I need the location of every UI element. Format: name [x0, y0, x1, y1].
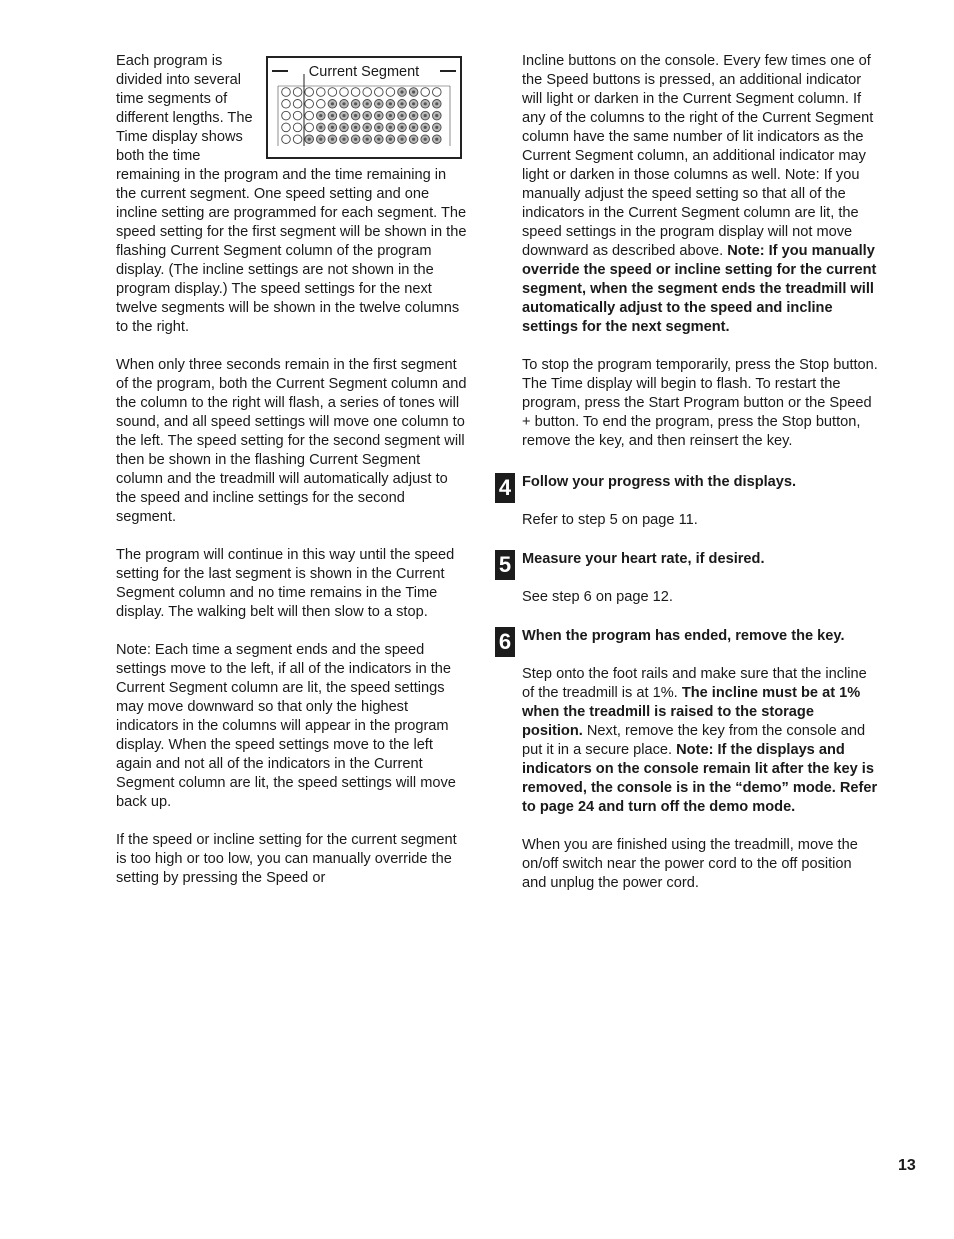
- indicator-light: [293, 88, 302, 97]
- paragraph-three-seconds: When only three seconds remain in the first segment of the program, both the Current Segment column and the column to the right will flash, a series of tones will sound, and all speed settings will move one column to the left. The speed setting for the second segment will then be shown in the flashing Current Segment column and the treadmill will automatically adjust to the speed and incline settings for the second segment.: [116, 357, 467, 525]
- indicator-light-center: [342, 114, 345, 117]
- indicator-light-center: [389, 114, 392, 117]
- indicator-light: [282, 111, 291, 120]
- indicator-light-center: [319, 138, 322, 141]
- indicator-light-center: [424, 114, 427, 117]
- indicator-light-center: [366, 126, 369, 129]
- indicator-light-center: [412, 138, 415, 141]
- indicator-light-center: [424, 126, 427, 129]
- indicator-light-center: [400, 114, 403, 117]
- step-6-text-a: Step onto the foot rails and make sure that the incline of the treadmill is at 1%.: [522, 666, 867, 701]
- step-5: [498, 550, 878, 607]
- page-number: 13: [898, 1157, 916, 1174]
- indicator-light-center: [389, 102, 392, 105]
- left-column: [116, 52, 468, 888]
- right-column: [498, 52, 878, 893]
- indicator-light-center: [389, 138, 392, 141]
- indicator-light: [305, 88, 314, 97]
- step-6-body: [522, 665, 878, 817]
- indicator-light: [386, 88, 395, 97]
- indicator-light-center: [319, 126, 322, 129]
- indicator-light-center: [331, 138, 334, 141]
- program-display-figure: [266, 56, 462, 159]
- paragraph-intro-text: Each program is divided into several time segments of different lengths. The Time display shows both the time remaining in the program and the time remaining in the current segment. One speed setting and one incline setting are programmed for each segment. The speed setting for the first segment will be shown in the flashing Current Segment column of the program display. (The incline settings are not shown in the program display.) The speed settings for the next twelve segments will be shown in the twelve columns to the right.: [116, 53, 467, 335]
- step-5-title: Measure your heart rate, if desired.: [522, 551, 765, 567]
- step-6-title: When the program has ended, remove the key.: [522, 628, 845, 644]
- indicator-light-center: [389, 126, 392, 129]
- intro-with-figure: [116, 52, 468, 337]
- indicator-light-center: [354, 138, 357, 141]
- indicator-light-center: [354, 102, 357, 105]
- indicator-light: [375, 88, 384, 97]
- indicator-light-center: [342, 126, 345, 129]
- indicator-light: [317, 100, 326, 109]
- indicator-light-center: [435, 126, 438, 129]
- paragraph-finished: When you are finished using the treadmill, move the on/off switch near the power cord to the off position and unplug the power cord.: [522, 837, 858, 891]
- indicator-light-center: [400, 138, 403, 141]
- paragraph-note-segment: Note: Each time a segment ends and the speed settings move to the left, if all of the indicators in the Current Segment column are lit, the speed settings may move downward so that only the highest indicators in the columns will appear in the program display. When the speed settings move to the left again and not all of the indicators in the Current Segment column are lit, the speed settings will move back up.: [116, 642, 456, 810]
- indicator-light-center: [412, 102, 415, 105]
- paragraph-intro: [116, 52, 468, 337]
- step-4-number: 4: [495, 473, 515, 503]
- indicator-light-center: [331, 102, 334, 105]
- indicator-light-center: [377, 114, 380, 117]
- indicator-light-center: [366, 114, 369, 117]
- indicator-light-center: [412, 126, 415, 129]
- indicator-light: [305, 123, 314, 132]
- indicator-light-center: [331, 114, 334, 117]
- indicator-light-center: [342, 102, 345, 105]
- step-6-number: 6: [495, 627, 515, 657]
- indicator-light-center: [377, 138, 380, 141]
- indicator-light-center: [354, 126, 357, 129]
- indicator-light: [305, 111, 314, 120]
- step-4: [498, 473, 878, 530]
- paragraph-program-continue: The program will continue in this way until the speed setting for the last segment is shown in the Current Segment column and no time remains in the Time display. The walking belt will then slow to a stop.: [116, 547, 455, 620]
- indicator-light-center: [366, 138, 369, 141]
- indicator-light-center: [400, 102, 403, 105]
- step-6-bold-b: The incline must be at 1% when the treadmill is raised to the storage position.: [522, 685, 861, 739]
- indicator-light-center: [377, 102, 380, 105]
- indicator-light-center: [331, 126, 334, 129]
- step-5-number: 5: [495, 550, 515, 580]
- indicator-light-center: [412, 90, 415, 93]
- step-5-body: See step 6 on page 12.: [522, 589, 673, 605]
- indicator-light-center: [400, 90, 403, 93]
- indicator-light: [363, 88, 372, 97]
- indicator-light-center: [435, 114, 438, 117]
- step-4-body: Refer to step 5 on page 11.: [522, 512, 698, 528]
- indicator-light-center: [354, 114, 357, 117]
- indicator-light: [421, 88, 430, 97]
- indicator-light: [282, 135, 291, 144]
- paragraph-stop-program: To stop the program temporarily, press the Stop button. The Time display will begin to flash. To restart the program, press the Start Program button or the Speed + button. To end the program, press the Stop button, remove the key, and then reinsert the key.: [522, 357, 878, 449]
- indicator-light-center: [424, 138, 427, 141]
- step-6: [498, 627, 878, 817]
- indicator-light: [351, 88, 360, 97]
- indicator-light: [433, 88, 442, 97]
- indicator-light-center: [400, 126, 403, 129]
- indicator-light-center: [424, 102, 427, 105]
- indicator-light: [305, 100, 314, 109]
- indicator-light: [282, 100, 291, 109]
- indicator-light-center: [342, 138, 345, 141]
- incline-bold-note: Note: If you manually override the speed or incline setting for the current segment, when the segment ends the treadmill will automatically adjust to the speed and incline settings for the next segment.: [522, 243, 877, 335]
- indicator-light: [293, 135, 302, 144]
- indicator-light-center: [308, 138, 311, 141]
- indicator-light-center: [412, 114, 415, 117]
- step-6-bold-d: Note: If the displays and indicators on the console remain lit after the key is removed, the console is in the “demo” mode. Refer to page 24 and turn off the demo mode.: [522, 742, 878, 815]
- step-4-title: Follow your progress with the displays.: [522, 474, 797, 490]
- indicator-light: [317, 88, 326, 97]
- indicator-light-center: [366, 102, 369, 105]
- indicator-light-center: [377, 126, 380, 129]
- paragraph-override: If the speed or incline setting for the current segment is too high or too low, you can manually override the setting by pressing the Speed or: [116, 832, 457, 886]
- indicator-light: [293, 100, 302, 109]
- incline-text: Incline buttons on the console. Every few times one of the Speed buttons is pressed, an additional indicator will light or darken in the Current Segment column. If any of the columns to the right of the Current Segment column have the same number of lit indicators as the Current Segment column, an additional indicator may light or darken in those columns as well. Note: If you manually adjust the speed setting so that all of the indicators in the Current Segment column are lit, the speed settings in the program display will not move downward as described above.: [522, 53, 874, 259]
- indicator-light: [293, 111, 302, 120]
- indicator-light: [328, 88, 337, 97]
- program-display-drawing: [266, 56, 462, 159]
- indicator-light: [282, 123, 291, 132]
- figure-label: Current Segment: [308, 64, 420, 80]
- indicator-light-center: [319, 114, 322, 117]
- paragraph-incline-buttons: [522, 52, 878, 337]
- indicator-light-center: [435, 102, 438, 105]
- indicator-light: [282, 88, 291, 97]
- indicator-light-center: [435, 138, 438, 141]
- indicator-light: [293, 123, 302, 132]
- step-6-text-c: Next, remove the key from the console and put it in a secure place.: [522, 723, 866, 758]
- indicator-light: [340, 88, 349, 97]
